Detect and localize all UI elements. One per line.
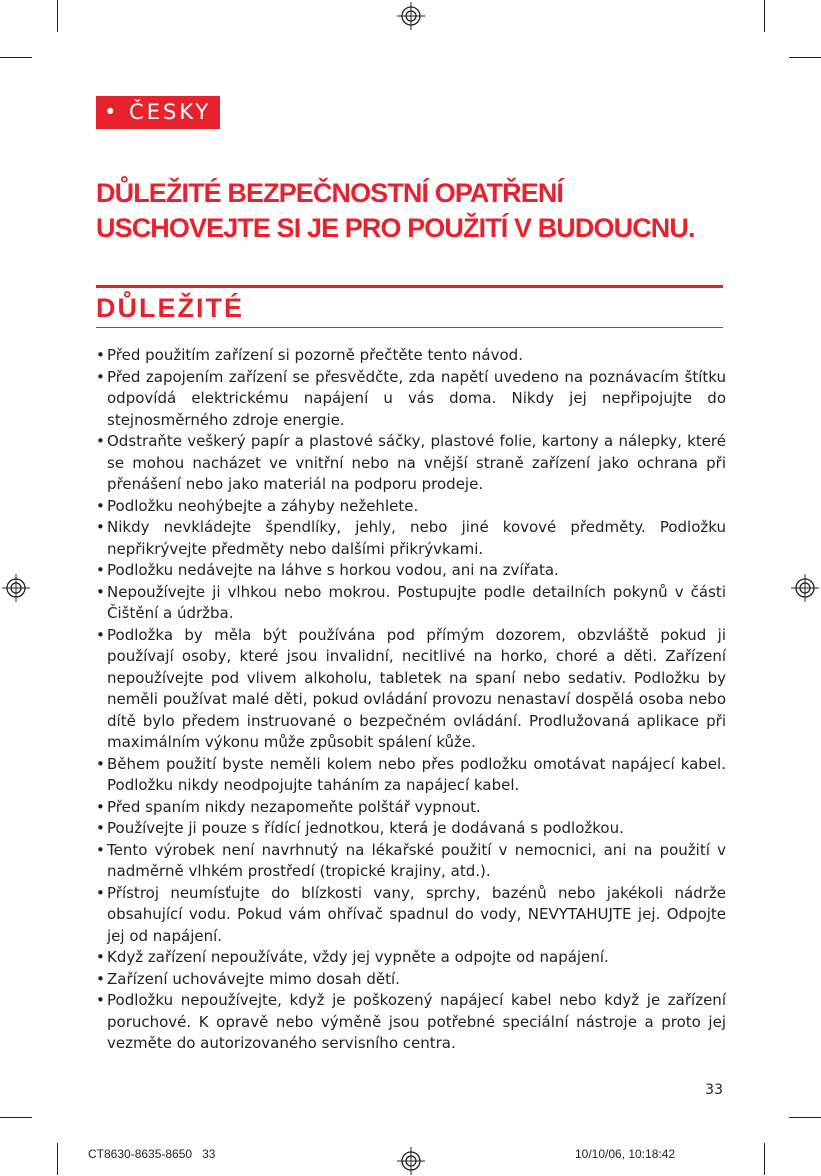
list-item: • Podložka by měla být používána pod přímým dozorem, obzvláště pokud ji používají osoby, které jsou invalidní, necitlivé na horko, choré a děti. Zařízení nepoužívejte pod vlivem alkoholu, tabletek na spaní nebo sedativ. Podložku by neměli používat malé děti, pokud ovládání provozu nenastaví dospělá osoba nebo dítě bylo předem instruované o bezpečném ovládání. Prodlužovaná aplikace při maximálním výkonu může způsobit spálení kůže.: [96, 625, 726, 754]
page-title-line-2: USCHOVEJTE SI JE PRO POUŽITÍ V BUDOUCNU.: [96, 213, 695, 243]
list-item: • Odstraňte veškerý papír a plastové sáčky, plastové folie, kartony a nálepky, které se mohou nacházet ve vnitřní nebo na vnější straně zařízení jako ochrana při přenášení nebo jako materiál na podporu prodeje.: [96, 431, 726, 496]
list-item: • Během použití byste neměli kolem nebo přes podložku omotávat napájecí kabel. Podložku nikdy neodpojujte taháním za napájecí kabel.: [96, 754, 726, 797]
list-item: • Podložku nedávejte na láhve s horkou vodou, ani na zvířata.: [96, 560, 726, 582]
list-item: • Když zařízení nepoužíváte, vždy jej vypněte a odpojte od napájení.: [96, 947, 726, 969]
list-item: • Podložku nepoužívejte, když je poškozený napájecí kabel nebo když je zařízení poruchové. K opravě nebo výměně jsou potřebné speciální nástroje a proto jej vezměte do autorizovaného servisního centra.: [96, 990, 726, 1055]
crop-mark-bottom-right-vertical: [764, 1143, 765, 1175]
crop-mark-bottom-right-horizontal: [789, 1117, 821, 1118]
list-item: • Nikdy nevkládejte špendlíky, jehly, nebo jiné kovové předměty. Podložku nepřikrývejte předměty nebo dalšími přikrývkami.: [96, 517, 726, 560]
crop-mark-top-left-horizontal: [0, 57, 32, 58]
list-item: • Používejte ji pouze s řídící jednotkou, která je dodávaná s podložkou.: [96, 818, 726, 840]
crop-mark-bottom-left-vertical: [57, 1143, 58, 1175]
crop-mark-bottom-left-horizontal: [0, 1117, 32, 1118]
list-item: • Podložku neohýbejte a záhyby nežehlete.: [96, 496, 726, 518]
footer-file-info: CT8630-8635-8650 33: [88, 1147, 216, 1161]
crop-mark-top-right-vertical: [764, 0, 765, 32]
section-divider-thick: [96, 285, 723, 288]
section-divider-thin: [96, 327, 723, 328]
language-tag: • ČESKY: [96, 96, 220, 129]
crop-mark-top-left-vertical: [57, 0, 58, 32]
list-item: • Před spaním nikdy nezapomeňte polštář vypnout.: [96, 797, 726, 819]
registration-mark-top-icon: [396, 1, 426, 31]
list-item: • Přístroj neumísťujte do blízkosti vany, sprchy, bazénů nebo jakékoli nádrže obsahující vodu. Pokud vám ohřívač spadnul do vody, NEVYTAHUJTE jej. Odpojte jej od napájení.: [96, 883, 726, 948]
section-heading: DŮLEŽITÉ: [96, 293, 244, 323]
list-item: • Zařízení uchovávejte mimo dosah dětí.: [96, 969, 726, 991]
page-number: 33: [705, 1082, 723, 1098]
list-item: • Před zapojením zařízení se přesvědčte, zda napětí uvedeno na poznávacím štítku odpovídá elektrickému napájení u vás doma. Nikdy jej nepřipojujte do stejnosměrného zdroje energie.: [96, 367, 726, 432]
footer-timestamp: 10/10/06, 10:18:42: [575, 1147, 676, 1161]
registration-mark-bottom-icon: [396, 1146, 426, 1176]
page-title: [96, 176, 736, 246]
list-item: • Tento výrobek není navrhnutý na lékařské použití v nemocnici, ani na použití v nadměrně vlhkém prostředí (tropické krajiny, atd.).: [96, 840, 726, 883]
list-item: • Před použitím zařízení si pozorně přečtěte tento návod.: [96, 345, 726, 367]
safety-instructions-list: [96, 345, 726, 1055]
page-title-line-1: DŮLEŽITÉ BEZPEČNOSTNÍ OPATŘENÍ: [96, 178, 564, 208]
list-item: • Nepoužívejte ji vlhkou nebo mokrou. Postupujte podle detailních pokynů v části Čištění a údržba.: [96, 582, 726, 625]
crop-mark-top-right-horizontal: [789, 57, 821, 58]
registration-mark-left-icon: [1, 573, 31, 603]
registration-mark-right-icon: [790, 573, 820, 603]
